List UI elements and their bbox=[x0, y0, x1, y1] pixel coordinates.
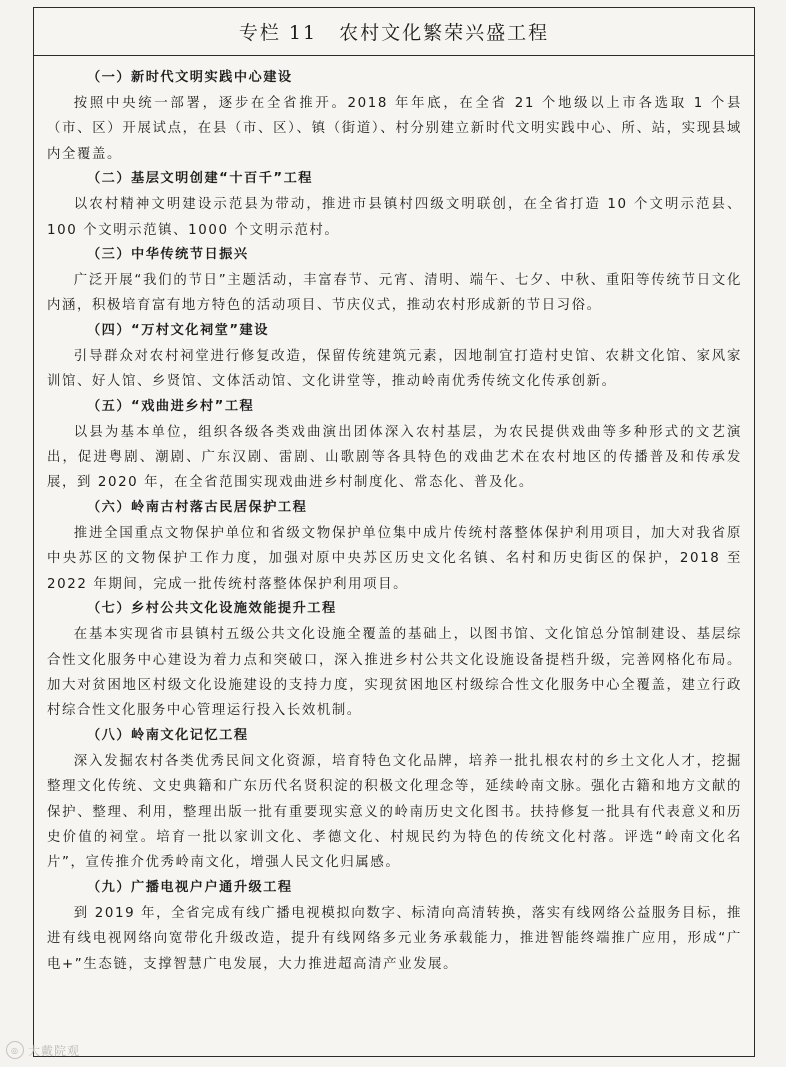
section-body: 到 2019 年，全省完成有线广播电视模拟向数字、标清向高清转换，落实有线网络公益服务目标，推进有线电视网络向宽带化升级改造，提升有线网络多元业务承载能力，推进智能终端推广应用，形成“广电+”生态链，支撑智慧广电发展，大力推进超高清产业发展。 bbox=[47, 905, 742, 972]
section-2 bbox=[47, 168, 742, 243]
section-heading: （四）“万村文化祠堂”建设 bbox=[87, 322, 269, 338]
section-body: 引导群众对农村祠堂进行修复改造，保留传统建筑元素，因地制宜打造村史馆、农耕文化馆、家风家训馆、好人馆、乡贤馆、文体活动馆、文化讲堂等，推动岭南优秀传统文化传承创新。 bbox=[47, 348, 742, 390]
section-3 bbox=[47, 244, 742, 319]
section-body: 按照中央统一部署，逐步在全省推开。2018 年年底，在全省 21 个地级以上市各选取 1 个县（市、区）开展试点，在县（市、区）、镇（街道）、村分别建立新时代文明实践中心、所、站，实现县域内全覆盖。 bbox=[47, 96, 742, 162]
column-box bbox=[33, 7, 755, 1057]
section-1 bbox=[47, 67, 742, 167]
section-body: 以农村精神文明建设示范县为带动，推进市县镇村四级文明联创，在全省打造 10 个文明示范县、100 个文明示范镇、1000 个文明示范村。 bbox=[47, 197, 742, 238]
section-heading: （二）基层文明创建“十百千”工程 bbox=[87, 171, 313, 187]
section-body: 深入发掘农村各类优秀民间文化资源，培育特色文化品牌，培养一批扎根农村的乡土文化人才，挖掘整理文化传统、文史典籍和广东历代名贤积淀的积极文化理念等，延续岭南文脉。强化古籍和地方文献的保护、整理、利用，整理出版一批有重要现实意义的岭南历史文化图书。扶持修复一批具有代表意义和历史价值的祠堂。培育一批以家训文化、孝德文化、村规民约为特色的传统文化村落。评选“岭南文化名片”，宣传推介优秀岭南文化，增强人民文化归属感。 bbox=[47, 753, 742, 871]
section-body: 推进全国重点文物保护单位和省级文物保护单位集中成片传统村落整体保护利用项目，加大对我省原中央苏区的文物保护工作力度，加强对原中央苏区历史文化名镇、名村和历史街区的保护，2018 至 2022 年期间，完成一批传统村落整体保护利用项目。 bbox=[47, 525, 742, 592]
column-content bbox=[34, 56, 754, 977]
section-6 bbox=[47, 497, 742, 597]
section-heading: （八）岭南文化记忆工程 bbox=[87, 727, 249, 743]
section-heading: （六）岭南古村落古民居保护工程 bbox=[87, 499, 308, 515]
section-8 bbox=[47, 725, 742, 876]
column-title: 农村文化繁荣兴盛工程 bbox=[339, 22, 550, 44]
section-4 bbox=[47, 320, 742, 395]
section-7 bbox=[47, 598, 742, 724]
section-body: 以县为基本单位，组织各级各类戏曲演出团体深入农村基层，为农民提供戏曲等多种形式的文艺演出，促进粤剧、潮剧、广东汉剧、雷剧、山歌剧等各具特色的戏曲艺术在农村地区的传播普及和传承发展，到 2020 年，在全省范围实现戏曲进乡村制度化、常态化、普及化。 bbox=[47, 424, 742, 491]
column-number: 专栏 11 bbox=[238, 22, 318, 44]
section-5 bbox=[47, 396, 742, 496]
section-heading: （三）中华传统节日振兴 bbox=[87, 247, 249, 263]
column-header bbox=[34, 8, 754, 56]
section-9 bbox=[47, 877, 742, 977]
section-body: 广泛开展“我们的节日”主题活动，丰富春节、元宵、清明、端午、七夕、中秋、重阳等传统节日文化内涵，积极培育富有地方特色的活动项目、节庆仪式，推动农村形成新的节日习俗。 bbox=[47, 273, 742, 314]
watermark-text: 大戴院观 bbox=[28, 1043, 81, 1058]
section-body: 在基本实现省市县镇村五级公共文化设施全覆盖的基础上，以图书馆、文化馆总分馆制建设、基层综合性文化服务中心建设为着力点和突破口，深入推进乡村公共文化设施设备提档升级，完善网格化布局。加大对贫困地区村级文化设施建设的支持力度，实现贫困地区村级综合性文化服务中心全覆盖，建立行政村综合性文化服务中心管理运行投入长效机制。 bbox=[47, 627, 742, 719]
watermark bbox=[6, 1041, 80, 1059]
section-heading: （七）乡村公共文化设施效能提升工程 bbox=[87, 601, 337, 617]
section-heading: （一）新时代文明实践中心建设 bbox=[87, 70, 293, 85]
section-heading: （五）“戏曲进乡村”工程 bbox=[87, 398, 255, 414]
watermark-logo-icon: ◎ bbox=[6, 1041, 24, 1059]
section-heading: （九）广播电视户户通升级工程 bbox=[87, 879, 293, 895]
